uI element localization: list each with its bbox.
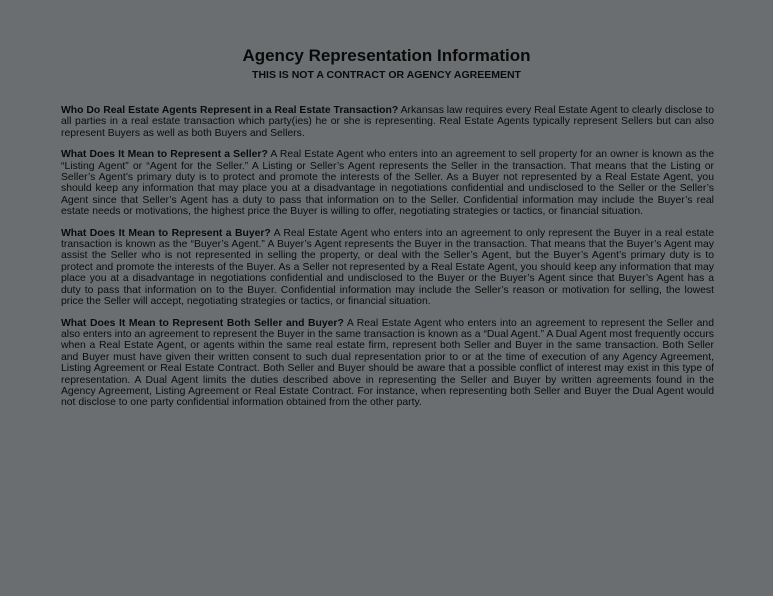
section-text: A Real Estate Agent who enters into an agreement to only represent the Buyer in a real estate transaction is known as the “Buyer’s Agent.” A Buyer’s Agent represents the Buyer in the transaction. That means that the Buyer’s Agent may assist the Seller who is not represented in selling the property, or deal with the Seller’s Agent, but the Buyer’s Agent’s primary duty is to protect and promote the interests of the Buyer. As a Seller not represented by a Real Estate Agent, you should keep any information that may place you at a disadvantage in negotiations confidential and undisclosed to the Buyer or the Buyer’s Agent since that Buyer’s Agent has a duty to pass that information on to the Buyer. Confidential information may include the Seller’s reason or motivation for selling, the lowest price the Seller will accept, negotiating strategies or tactics, or financial situation. xyxy=(61,227,714,308)
section-represent-seller xyxy=(61,149,714,217)
section-represent-both xyxy=(61,318,714,409)
section-heading: What Does It Mean to Represent Both Seller and Buyer? xyxy=(61,317,344,329)
section-text: A Real Estate Agent who enters into an agreement to represent the Seller and also enters into an agreement to represent the Buyer in the same transaction is known as a “Dual Agent.” A Dual Agent most frequently occurs when a Real Estate Agent, or agents within the same real estate firm, represent both Seller and Buyer in the same transaction. Both Seller and Buyer must have given their written consent to such dual representation prior to or at the time of execution of any Agency Agreement, Listing Agreement or Real Estate Contract. Both Seller and Buyer should be aware that a possible conflict of interest may exist in this type of representation. A Dual Agent limits the duties described above in representing the Seller and Buyer by written agreements found in the Agency Agreement, Listing Agreement or Real Estate Contract. For instance, when representing both Seller and Buyer the Dual Agent would not disclose to one party confidential information obtained from the other party. xyxy=(61,317,714,409)
page-subtitle: THIS IS NOT A CONTRACT OR AGENCY AGREEMENT xyxy=(252,69,521,81)
section-heading: What Does It Mean to Represent a Seller? xyxy=(61,149,268,161)
section-represent-buyer xyxy=(61,228,714,308)
section-heading: What Does It Mean to Represent a Buyer? xyxy=(61,227,271,239)
section-text: A Real Estate Agent who enters into an agreement to sell property for an owner is known as the “Listing Agent” or “Agent for the Seller.” A Listing or Seller’s Agent represents the Seller in the transaction. That means that the Listing or Seller’s Agent’s primary duty is to protect and promote the interests of the Seller. As a Buyer not represented by a Real Estate Agent, you should keep any information that may place you at a disadvantage in negotiations confidential and undisclosed to the Seller or the Seller’s Agent since that Seller’s Agent has a duty to pass that information on to the Seller. Confidential information may include the Buyer’s real estate needs or motivations, the highest price the Buyer is willing to offer, negotiating strategies or tactics, or financial situation. xyxy=(61,149,714,218)
document-body xyxy=(61,105,714,419)
section-text: Arkansas law requires every Real Estate Agent to clearly disclose to all parties in a real estate transaction which party(ies) he or she is representing. Real Estate Agents typically represent Sellers but can also represent Buyers as well as both Buyers and Sellers. xyxy=(61,105,714,139)
page-title: Agency Representation Information xyxy=(242,46,531,65)
section-agents-represent xyxy=(61,105,714,139)
section-heading: Who Do Real Estate Agents Represent in a Real Estate Transaction? xyxy=(61,105,399,116)
